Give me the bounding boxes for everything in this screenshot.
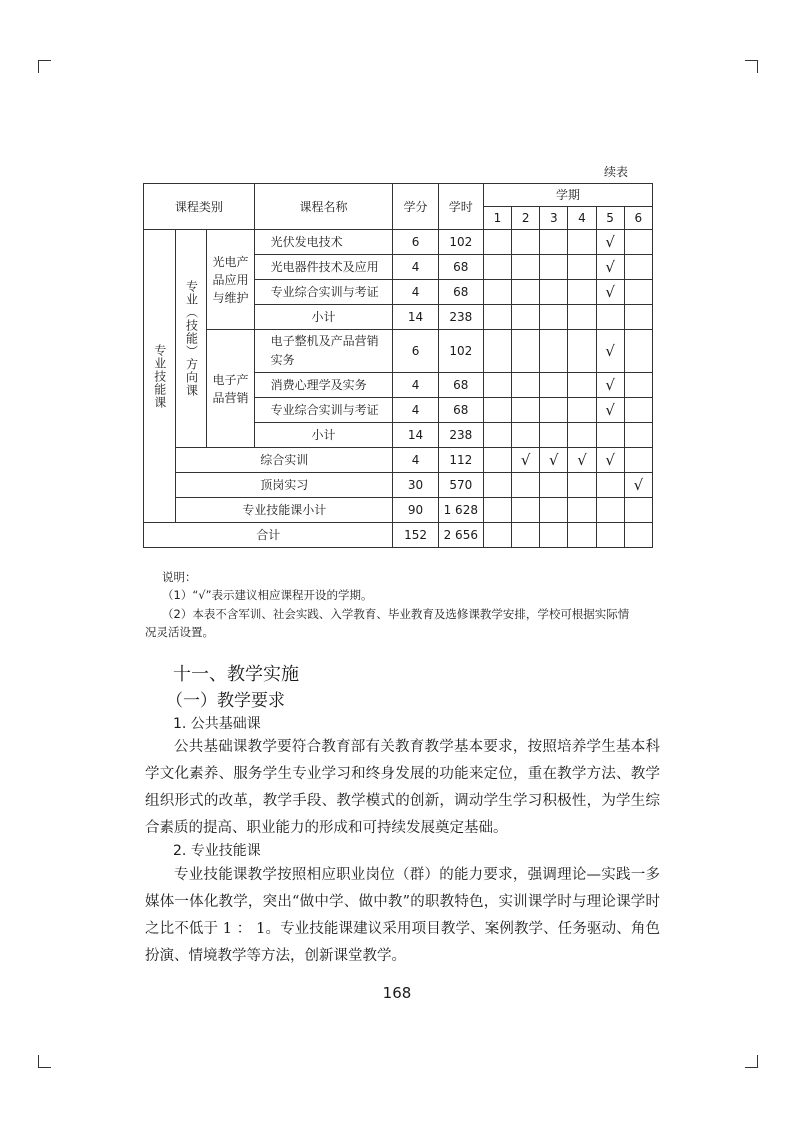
- hours-cell: 570: [438, 473, 483, 498]
- credit-cell: 4: [393, 398, 438, 423]
- course-name: 合计: [144, 523, 393, 548]
- hours-cell: 238: [438, 423, 483, 448]
- check-mark: √: [596, 448, 624, 473]
- crop-mark-bottom-left: [38, 1055, 51, 1068]
- direction-1: 光电产品应用与维护: [207, 230, 254, 330]
- check-mark: √: [596, 373, 624, 398]
- header-category: 课程类别: [144, 184, 255, 230]
- crop-mark-bottom-right: [745, 1055, 758, 1068]
- semester-1: 1: [483, 207, 511, 230]
- paragraph-1: 公共基础课教学要符合教育部有关教育教学基本要求，按照培养学生基本科学文化素养、服务学生专业学习和终身发展的功能来定位，重在教学方法、教学组织形式的改革，教学手段、教学模式的创新，调动学生学习积极性，为学生综合素质的提高、职业能力的形成和可持续发展奠定基础。: [145, 739, 660, 836]
- group-cell: [144, 230, 176, 523]
- credit-cell: 90: [393, 498, 438, 523]
- semester-6: 6: [624, 207, 652, 230]
- semester-5: 5: [596, 207, 624, 230]
- note-2: （2）本表不含军训、社会实践、入学教育、毕业教育及选修课教学安排，学校可根据实际情: [162, 607, 630, 621]
- credit-cell: 4: [393, 280, 438, 305]
- credit-cell: 6: [393, 230, 438, 255]
- credit-cell: 14: [393, 423, 438, 448]
- check-mark: √: [596, 255, 624, 280]
- credit-cell: 4: [393, 373, 438, 398]
- hours-cell: 68: [438, 373, 483, 398]
- semester-3: 3: [540, 207, 568, 230]
- notes-title: 说明：: [162, 570, 197, 584]
- crop-mark-top-right: [745, 60, 758, 73]
- header-semester: 学期: [483, 184, 652, 207]
- course-name: 光电器件技术及应用: [254, 255, 393, 280]
- course-name: 小计: [254, 423, 393, 448]
- course-name: 顶岗实习: [176, 473, 393, 498]
- course-name: 电子整机及产品营销实务: [270, 334, 379, 367]
- subgroup-cell: [176, 230, 207, 448]
- paragraph-2: 专业技能课教学按照相应职业岗位（群）的能力要求，强调理论—实践一多媒体一体化教学，突出“做中学、做中教”的职教特色，实训课学时与理论课学时之比不低于 1 ： 1。专业技能课建议采用项目教学、案例教学、任务驱动、角色扮演、情境教学等方法，创新课堂教学。: [145, 867, 660, 964]
- credit-cell: 30: [393, 473, 438, 498]
- course-name: 专业综合实训与考证: [254, 398, 393, 423]
- table-row: [144, 523, 653, 548]
- header-course-name: 课程名称: [254, 184, 393, 230]
- subgroup-label: 专业（技能）方向课: [184, 280, 199, 397]
- hours-cell: 102: [438, 230, 483, 255]
- note-1: （1）“√”表示建议相应课程开设的学期。: [162, 588, 373, 602]
- check-mark: √: [540, 448, 568, 473]
- item-heading-2: 2. 专业技能课: [173, 843, 261, 859]
- credit-cell: 152: [393, 523, 438, 548]
- credit-cell: 4: [393, 255, 438, 280]
- item-heading-1: 1. 公共基础课: [173, 716, 261, 732]
- table-row: [144, 330, 653, 373]
- semester-2: 2: [512, 207, 540, 230]
- page-number: 168: [382, 984, 412, 1002]
- credit-cell: 6: [393, 330, 438, 373]
- direction-2: [207, 330, 254, 448]
- check-mark: √: [596, 398, 624, 423]
- table-row: [144, 498, 653, 523]
- check-mark: √: [624, 473, 652, 498]
- note-2-continued: 况灵活设置。: [145, 625, 214, 639]
- hours-cell: 68: [438, 280, 483, 305]
- hours-cell: 68: [438, 255, 483, 280]
- subsection-heading: （一）教学要求: [166, 691, 285, 711]
- hours-cell: 238: [438, 305, 483, 330]
- table-row: [144, 448, 653, 473]
- check-mark: √: [568, 448, 596, 473]
- table-row: [144, 230, 653, 255]
- course-name: 专业技能课小计: [176, 498, 393, 523]
- section-heading: 十一、教学实施: [173, 664, 299, 685]
- continued-label: 续表: [604, 165, 629, 179]
- course-name: 综合实训: [176, 448, 393, 473]
- hours-cell: 68: [438, 398, 483, 423]
- semester-4: 4: [568, 207, 596, 230]
- table-row: [144, 473, 653, 498]
- credit-cell: 14: [393, 305, 438, 330]
- header-credit: 学分: [393, 184, 438, 230]
- header-hours: 学时: [438, 184, 483, 230]
- check-mark: √: [512, 448, 540, 473]
- group-label: 专业技能课: [152, 343, 167, 409]
- hours-cell: 2 656: [438, 523, 483, 548]
- course-table: [143, 183, 653, 548]
- course-name: 小计: [254, 305, 393, 330]
- direction-2-label: 电子产品营销: [212, 372, 249, 405]
- course-name-cell: [254, 330, 393, 373]
- crop-mark-top-left: [38, 60, 51, 73]
- check-mark: √: [596, 280, 624, 305]
- hours-cell: 1 628: [438, 498, 483, 523]
- course-name: 专业综合实训与考证: [254, 280, 393, 305]
- credit-cell: 4: [393, 448, 438, 473]
- check-mark: √: [596, 230, 624, 255]
- check-mark: √: [596, 330, 624, 373]
- hours-cell: 112: [438, 448, 483, 473]
- course-name: 消费心理学及实务: [254, 373, 393, 398]
- course-name: 光伏发电技术: [254, 230, 393, 255]
- hours-cell: 102: [438, 330, 483, 373]
